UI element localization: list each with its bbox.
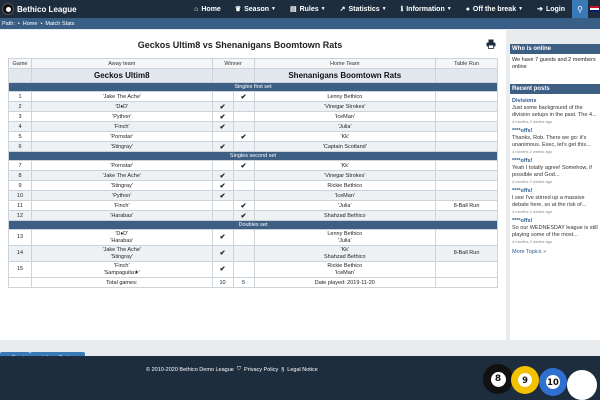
post-excerpt: So our WEDNESDAY league is still playing some of the most... — [512, 225, 598, 238]
nav-item-label: Off the break — [472, 5, 517, 13]
game-number: 10 — [9, 191, 32, 201]
teams-row-spacer — [9, 69, 32, 83]
away-winner-cell — [212, 201, 233, 211]
chevron-down-icon: ▼ — [518, 6, 524, 12]
game-number: 8 — [9, 171, 32, 181]
away-player-name[interactable]: 'Python' — [112, 113, 132, 120]
column-header-winner: Winner — [212, 59, 254, 69]
home-players — [254, 102, 436, 112]
game-row — [9, 262, 498, 278]
search-button[interactable] — [572, 0, 588, 18]
home-winner-cell — [233, 112, 254, 122]
away-player-name[interactable]: 'D♦D' — [115, 103, 129, 110]
chart-icon: ↗ — [339, 6, 346, 13]
home-player-name[interactable]: Rickie Bethico — [327, 262, 363, 269]
post-excerpt: Just some background of the division setups in the past. The 4... — [512, 105, 597, 118]
away-players — [31, 171, 212, 181]
more-topics-link[interactable]: More Topics » — [512, 249, 547, 255]
home-player-name[interactable]: Lenny Bethico — [327, 93, 363, 100]
away-players — [31, 211, 212, 221]
site-brand[interactable] — [0, 3, 140, 15]
away-players — [31, 246, 212, 262]
home-player-name[interactable]: 'Vinegar Strokes' — [324, 172, 366, 179]
legal-notice-link[interactable]: Legal Notice — [287, 366, 318, 373]
away-winner-cell — [212, 142, 233, 152]
away-player-name[interactable]: 'D♦D' — [115, 230, 129, 237]
sidebar — [510, 44, 600, 340]
checkmark-icon: ✔ — [240, 133, 247, 141]
breadcrumb — [0, 18, 600, 29]
post-timestamp: 4 months 2 weeks ago — [512, 239, 553, 244]
home-player-name[interactable]: 'Captain Scotland' — [322, 143, 367, 150]
home-players — [254, 92, 436, 102]
home-winner-cell — [233, 161, 254, 171]
recent-posts-list — [510, 98, 600, 244]
game-number: 11 — [9, 201, 32, 211]
home-winner-cell — [233, 262, 254, 278]
table-run-cell — [436, 142, 498, 152]
home-winner-cell — [233, 246, 254, 262]
away-total: 10 — [212, 278, 233, 288]
away-players — [31, 112, 212, 122]
home-players — [254, 191, 436, 201]
nav-menu — [140, 0, 572, 18]
post-timestamp: 4 months 2 weeks ago — [512, 179, 553, 184]
home-player-name[interactable]: 'IceMan' — [334, 192, 355, 199]
ball-number: 9 — [518, 373, 532, 387]
away-winner-cell — [212, 122, 233, 132]
recent-post — [512, 158, 598, 184]
game-row — [9, 112, 498, 122]
breadcrumb-separator: • — [17, 20, 20, 27]
post-excerpt: Yeah I totally agree! Somehow, if possible and God... — [512, 165, 592, 178]
away-winner-cell — [212, 262, 233, 278]
home-players — [254, 171, 436, 181]
game-row — [9, 142, 498, 152]
game-number: 7 — [9, 161, 32, 171]
game-row — [9, 161, 498, 171]
table-run-cell: 8-Ball Run — [436, 201, 498, 211]
post-timestamp: 4 months 2 weeks ago — [512, 209, 553, 214]
home-player-name[interactable]: 'Vinegar Strokes' — [324, 103, 366, 110]
away-winner-cell — [212, 132, 233, 142]
home-winner-cell — [233, 92, 254, 102]
away-players — [31, 92, 212, 102]
checkmark-icon: ✔ — [219, 265, 226, 273]
checkmark-icon: ✔ — [219, 113, 226, 121]
checkmark-icon: ✔ — [219, 233, 226, 241]
away-players — [31, 132, 212, 142]
post-title[interactable]: ****offs! — [512, 128, 533, 134]
flag-icon — [590, 6, 599, 12]
home-players — [254, 230, 436, 246]
top-navigation — [0, 0, 600, 18]
home-player-name[interactable]: 'Julia' — [338, 202, 352, 209]
home-player-name[interactable]: 'Kk' — [340, 246, 350, 253]
checkmark-icon: ✔ — [219, 123, 226, 131]
away-player-name[interactable]: 'Jake The Ache' — [102, 172, 141, 179]
checkmark-icon: ✔ — [240, 202, 247, 210]
post-excerpt: I see I've stirred up a massive debate here, so at the risk of... — [512, 195, 587, 208]
home-player-name[interactable]: Lenny Bethico — [327, 230, 363, 237]
teams-row — [9, 69, 498, 83]
footer — [0, 356, 600, 400]
shield-icon: ⛉ — [236, 366, 241, 372]
trophy-icon: ♛ — [234, 6, 242, 13]
game-row — [9, 191, 498, 201]
game-number: 1 — [9, 92, 32, 102]
table-run-cell: 8-Ball Run — [436, 246, 498, 262]
home-winner-cell — [233, 102, 254, 112]
away-winner-cell — [212, 102, 233, 112]
legal-icon: § — [281, 366, 285, 373]
who-online-text: We have 7 guests and 2 members online — [512, 57, 596, 70]
breadcrumb-prefix: Path: — [2, 20, 15, 27]
away-player-name[interactable]: 'Sampaguita★' — [103, 269, 140, 276]
away-player-name[interactable]: 'Jake The Ache' — [102, 246, 141, 253]
table-header-row — [9, 59, 498, 69]
who-online-heading: Who is online — [510, 44, 600, 54]
home-players — [254, 201, 436, 211]
home-player-name[interactable]: 'Julia' — [338, 123, 352, 130]
checkmark-icon: ✔ — [219, 182, 226, 190]
nav-item-login[interactable] — [530, 0, 572, 18]
checkmark-icon: ✔ — [240, 162, 247, 170]
away-player-name[interactable]: 'Pornstar' — [110, 162, 134, 169]
teams-row-spacer — [436, 69, 498, 83]
info-icon: ℹ — [400, 6, 404, 13]
game-number: 12 — [9, 211, 32, 221]
home-winner-cell — [233, 191, 254, 201]
home-players — [254, 211, 436, 221]
column-header-home: Home Team — [254, 59, 436, 69]
section-header-row — [9, 83, 498, 92]
game-number: 14 — [9, 246, 32, 262]
column-header-game: Game — [9, 59, 32, 69]
home-players — [254, 122, 436, 132]
column-header-away: Away team — [31, 59, 212, 69]
game-row — [9, 201, 498, 211]
chevron-down-icon: ▼ — [446, 6, 452, 12]
checkmark-icon: ✔ — [240, 93, 247, 101]
checkmark-icon: ✔ — [219, 192, 226, 200]
home-winner-cell — [233, 181, 254, 191]
privacy-policy-link[interactable]: Privacy Policy — [243, 366, 279, 373]
nav-item-home[interactable] — [187, 0, 228, 18]
home-player-name[interactable]: 'Kk' — [340, 162, 350, 169]
table-run-cell — [436, 171, 498, 181]
nav-item-season[interactable] — [228, 0, 283, 18]
game-number: 4 — [9, 122, 32, 132]
home-player-name[interactable]: 'Julia' — [338, 237, 352, 244]
game-row — [9, 211, 498, 221]
home-players — [254, 161, 436, 171]
away-players — [31, 191, 212, 201]
billiard-balls-decoration — [483, 360, 600, 400]
away-winner-cell — [212, 181, 233, 191]
away-winner-cell — [212, 246, 233, 262]
away-winner-cell — [212, 92, 233, 102]
logo-icon — [2, 3, 14, 15]
home-total: 5 — [233, 278, 254, 288]
post-title[interactable]: Divisions — [512, 98, 537, 104]
post-title[interactable]: ****offs! — [512, 218, 533, 224]
breadcrumb-home[interactable]: Home — [22, 20, 38, 27]
totals-row — [9, 278, 498, 288]
checkmark-icon: ✔ — [219, 143, 226, 151]
away-players — [31, 230, 212, 246]
totals-label: Total games: — [31, 278, 212, 288]
nav-item-statistics[interactable] — [333, 0, 394, 18]
section-header-row — [9, 152, 498, 161]
checkmark-icon: ✔ — [219, 172, 226, 180]
copyright-text: © 2010-2020 Bethico Demo League — [146, 366, 234, 373]
home-winner-cell — [233, 211, 254, 221]
away-winner-cell — [212, 230, 233, 246]
page-title: Geckos Ultim8 vs Shenanigans Boomtown Rats — [137, 40, 343, 50]
nav-item-off-the-break[interactable] — [459, 0, 530, 18]
totals-spacer — [436, 278, 498, 288]
table-run-cell — [436, 122, 498, 132]
nav-item-label: Statistics — [348, 5, 380, 13]
section-header-row — [9, 221, 498, 230]
away-winner-cell — [212, 112, 233, 122]
away-player-name[interactable]: 'Stingray' — [110, 143, 133, 150]
home-players — [254, 112, 436, 122]
ball-number: 10 — [547, 377, 559, 387]
nav-item-information[interactable] — [394, 0, 459, 18]
checkmark-icon: ✔ — [219, 103, 226, 111]
table-run-cell — [436, 132, 498, 142]
away-player-name[interactable]: 'Harabas' — [110, 212, 134, 219]
table-run-cell — [436, 181, 498, 191]
game-number: 3 — [9, 112, 32, 122]
home-players — [254, 132, 436, 142]
game-row — [9, 171, 498, 181]
recent-posts-heading: Recent posts — [510, 84, 600, 94]
away-players — [31, 262, 212, 278]
print-icon[interactable] — [486, 39, 496, 49]
eight-ball-icon — [483, 364, 513, 394]
post-timestamp: 4 months 2 weeks ago — [512, 119, 553, 124]
game-row — [9, 92, 498, 102]
home-icon: ⌂ — [194, 5, 199, 13]
home-player-name[interactable]: 'IceMan' — [334, 113, 355, 120]
recent-post — [512, 98, 598, 124]
date-played: Date played: 2019-11-20 — [254, 278, 436, 288]
home-player-name[interactable]: 'IceMan' — [334, 269, 355, 276]
home-team-name[interactable]: Shenanigans Boomtown Rats — [254, 69, 436, 83]
section-title: Doubles set — [9, 221, 498, 230]
game-row — [9, 181, 498, 191]
home-players — [254, 262, 436, 278]
teams-row-spacer — [212, 69, 254, 83]
home-player-name[interactable]: Shahzad Bethico — [324, 212, 366, 219]
away-player-name[interactable]: 'Finch' — [113, 123, 130, 130]
post-title[interactable]: ****offs! — [512, 158, 533, 164]
game-number: 5 — [9, 132, 32, 142]
breadcrumb-current: Match Stats — [45, 20, 75, 27]
table-run-cell — [436, 161, 498, 171]
recent-post — [512, 188, 598, 214]
away-player-name[interactable]: 'Python' — [112, 192, 132, 199]
recent-post — [512, 128, 598, 154]
home-winner-cell — [233, 201, 254, 211]
away-players — [31, 161, 212, 171]
table-run-cell — [436, 92, 498, 102]
column-header-table-run: Table Run — [436, 59, 498, 69]
game-row — [9, 122, 498, 132]
away-player-name[interactable]: 'Harabas' — [110, 237, 134, 244]
nav-item-rules[interactable] — [283, 0, 333, 18]
chevron-down-icon: ▼ — [320, 6, 326, 12]
home-winner-cell — [233, 132, 254, 142]
away-players — [31, 142, 212, 152]
chevron-down-icon: ▼ — [381, 6, 387, 12]
away-team-name[interactable]: Geckos Ultim8 — [31, 69, 212, 83]
home-winner-cell — [233, 171, 254, 181]
nav-item-label: Season — [244, 5, 270, 13]
game-row — [9, 246, 498, 262]
game-row — [9, 230, 498, 246]
away-player-name[interactable]: 'Finch' — [113, 262, 130, 269]
nine-ball-icon — [511, 366, 539, 394]
away-players — [31, 102, 212, 112]
game-row — [9, 102, 498, 112]
main-content — [0, 30, 506, 340]
game-number: 15 — [9, 262, 32, 278]
away-players — [31, 181, 212, 191]
ball-icon: ● — [465, 5, 470, 13]
away-winner-cell — [212, 191, 233, 201]
checkmark-icon: ✔ — [219, 249, 226, 257]
table-run-cell — [436, 191, 498, 201]
away-player-name[interactable]: 'Jake The Ache' — [102, 93, 141, 100]
ten-ball-icon — [539, 368, 567, 396]
home-player-name[interactable]: Rickie Bethico — [327, 182, 363, 189]
away-player-name[interactable]: 'Stingray' — [110, 253, 133, 260]
table-run-cell — [436, 262, 498, 278]
away-winner-cell — [212, 211, 233, 221]
game-number: 13 — [9, 230, 32, 246]
home-player-name[interactable]: 'Kk' — [340, 133, 350, 140]
brand-name: Bethico League — [17, 4, 77, 14]
table-run-cell — [436, 112, 498, 122]
post-excerpt: Thanks, Rob. There we go: it's unanimous. Exec, let's get this... — [512, 135, 591, 148]
away-player-name[interactable]: 'Finch' — [113, 202, 130, 209]
book-icon: ▤ — [289, 6, 297, 13]
match-stats-table — [8, 58, 498, 288]
home-players — [254, 246, 436, 262]
nav-item-label: Information — [406, 5, 445, 13]
home-winner-cell — [233, 142, 254, 152]
home-winner-cell — [233, 122, 254, 132]
nav-item-label: Login — [545, 5, 565, 13]
home-player-name[interactable]: Shahzad Bethico — [324, 253, 366, 260]
table-run-cell — [436, 102, 498, 112]
games-body — [9, 83, 498, 288]
recent-post — [512, 218, 598, 244]
nav-item-label: Rules — [299, 5, 319, 13]
section-title: Singles second set — [9, 152, 498, 161]
chevron-down-icon: ▼ — [271, 6, 276, 12]
away-winner-cell — [212, 161, 233, 171]
away-player-name[interactable]: 'Pornstar' — [110, 133, 134, 140]
post-timestamp: 4 months 2 weeks ago — [512, 149, 553, 154]
login-icon: ➔ — [537, 6, 543, 13]
totals-spacer — [9, 278, 32, 288]
game-number: 2 — [9, 102, 32, 112]
nav-item-label: Home — [201, 5, 221, 13]
table-run-cell — [436, 211, 498, 221]
language-flag[interactable] — [588, 0, 600, 18]
cue-ball-icon — [567, 370, 597, 400]
home-winner-cell — [233, 230, 254, 246]
checkmark-icon: ✔ — [240, 212, 247, 220]
game-number: 6 — [9, 142, 32, 152]
game-row — [9, 132, 498, 142]
ball-number: 8 — [491, 372, 506, 387]
game-number: 9 — [9, 181, 32, 191]
post-title[interactable]: ****offs! — [512, 188, 533, 194]
away-player-name[interactable]: 'Stingray' — [110, 182, 133, 189]
away-winner-cell — [212, 171, 233, 181]
section-title: Singles first set — [9, 83, 498, 92]
home-players — [254, 181, 436, 191]
table-run-cell — [436, 230, 498, 246]
away-players — [31, 201, 212, 211]
search-icon: ⚲ — [577, 4, 583, 14]
home-players — [254, 142, 436, 152]
away-players — [31, 122, 212, 132]
footer-text — [146, 366, 321, 373]
breadcrumb-separator: • — [40, 20, 43, 27]
